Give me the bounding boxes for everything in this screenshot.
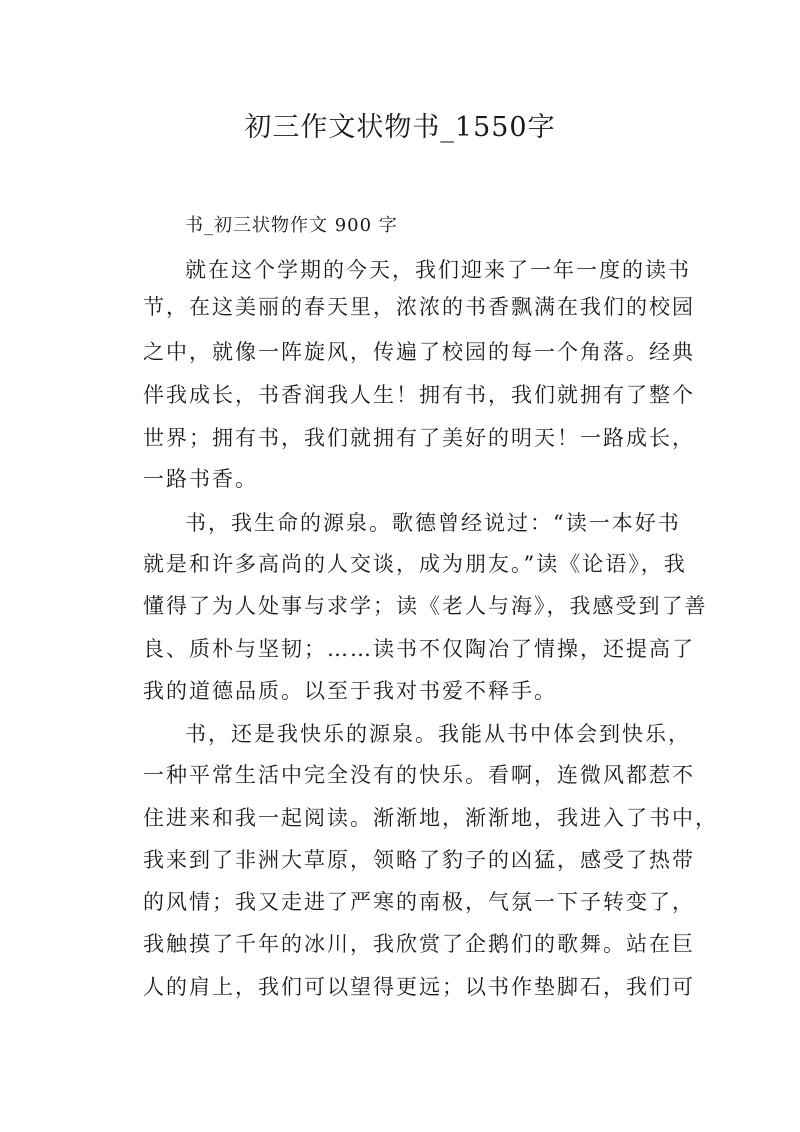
text-line: 一种平常生活中完全没有的快乐。看啊，连微风都惹不 <box>143 763 695 787</box>
text-line: 伴我成长，书香润我人生！拥有书，我们就拥有了整个 <box>143 383 695 407</box>
text-line: 良、质朴与坚韧；……读书不仅陶冶了情操，还提高了 <box>143 637 695 661</box>
text-line: 世界；拥有书，我们就拥有了美好的明天！一路成长， <box>143 426 695 450</box>
text-line: 懂得了为人处事与求学；读《老人与海》，我感受到了善 <box>143 594 708 618</box>
text-line: 书，还是我快乐的源泉。我能从书中体会到快乐， <box>185 722 691 746</box>
text-line: 人的肩上，我们可以望得更远；以书作垫脚石，我们可 <box>143 975 695 999</box>
page-title: 初三作文状物书_1550字 <box>244 112 556 143</box>
text-line: 之中，就像一阵旋风，传遍了校园的每一个角落。经典 <box>143 340 695 364</box>
text-line: 一路书香。 <box>143 467 258 491</box>
text-line: 我的道德品质。以至于我对书爱不释手。 <box>143 679 557 703</box>
text-line: 就在这个学期的今天，我们迎来了一年一度的读书 <box>185 258 691 282</box>
subtitle: 书_初三状物作文 900 字 <box>185 215 398 236</box>
text-line: 住进来和我一起阅读。渐渐地，渐渐地，我进入了书中， <box>143 806 718 830</box>
text-line: 书，我生命的源泉。歌德曾经说过：“读一本好书 <box>185 511 681 535</box>
text-line: 我触摸了千年的冰川，我欣赏了企鹅们的歌舞。站在巨 <box>143 932 695 956</box>
text-line: 节，在这美丽的春天里，浓浓的书香飘满在我们的校园 <box>143 295 695 319</box>
text-line: 就是和许多高尚的人交谈，成为朋友。”读《论语》，我 <box>143 552 687 576</box>
text-line: 我来到了非洲大草原，领略了豹子的凶猛，感受了热带 <box>143 848 695 872</box>
text-line: 的风情；我又走进了严寒的南极，气氛一下子转变了， <box>143 890 695 914</box>
